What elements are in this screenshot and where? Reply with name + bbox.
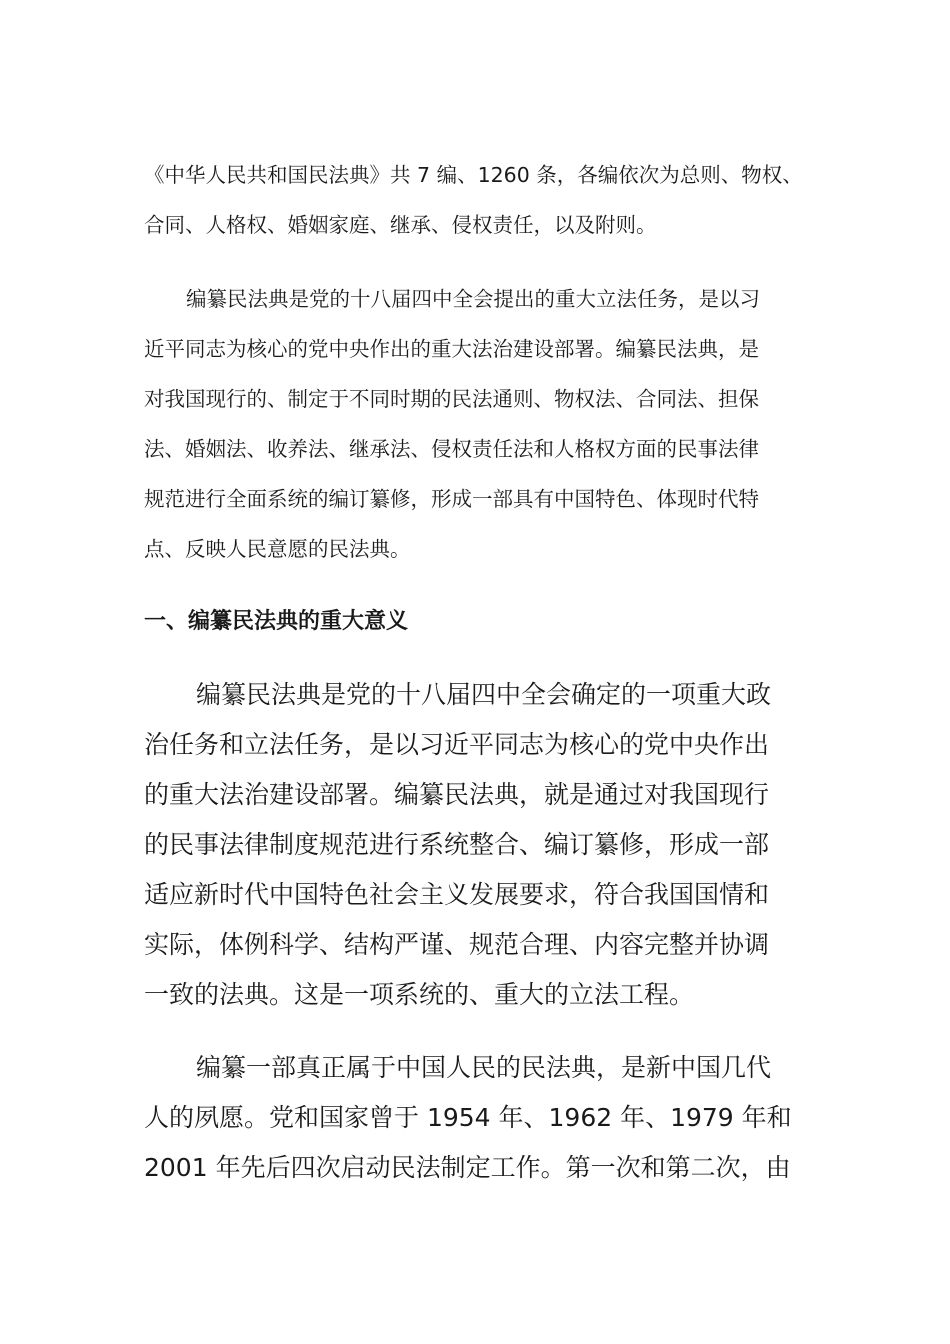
body1-line-4: 的民事法律制度规范进行系统整合、编订纂修，形成一部: [144, 830, 770, 859]
summary-line-6: 点、反映人民意愿的民法典。: [144, 537, 411, 561]
intro-line-1: 《中华人民共和国民法典》共 7 编、1260 条，各编依次为总则、物权、: [144, 163, 803, 187]
summary-line-1: 编纂民法典是党的十八届四中全会提出的重大立法任务，是以习: [186, 287, 760, 311]
summary-line-3: 对我国现行的、制定于不同时期的民法通则、物权法、合同法、担保: [144, 387, 759, 411]
body1-line-5: 适应新时代中国特色社会主义发展要求，符合我国国情和: [144, 880, 770, 909]
body1-line-3: 的重大法治建设部署。编纂民法典，就是通过对我国现行: [144, 780, 770, 809]
body1-line-7: 一致的法典。这是一项系统的、重大的立法工程。: [144, 980, 695, 1009]
intro-paragraph: [144, 150, 814, 250]
body1-line-1: 编纂民法典是党的十八届四中全会确定的一项重大政: [196, 680, 772, 709]
body2-line-1: 编纂一部真正属于中国人民的民法典，是新中国几代: [196, 1053, 772, 1082]
body-paragraph-1: [144, 670, 814, 1020]
summary-line-2: 近平同志为核心的党中央作出的重大法治建设部署。编纂民法典，是: [144, 337, 759, 361]
intro-line-2: 合同、人格权、婚姻家庭、继承、侵权责任，以及附则。: [144, 213, 657, 237]
summary-line-4: 法、婚姻法、收养法、继承法、侵权责任法和人格权方面的民事法律: [144, 437, 759, 461]
body1-line-2: 治任务和立法任务，是以习近平同志为核心的党中央作出: [144, 730, 770, 759]
summary-paragraph: [144, 274, 814, 574]
body2-line-2: 人的夙愿。党和国家曾于 1954 年、1962 年、1979 年和: [144, 1103, 792, 1132]
body2-line-3: 2001 年先后四次启动民法制定工作。第一次和第二次，由: [144, 1153, 791, 1182]
body1-line-6: 实际，体例科学、结构严谨、规范合理、内容完整并协调: [144, 930, 770, 959]
section-heading: 一、编纂民法典的重大意义: [144, 609, 409, 634]
body-paragraph-2: [144, 1043, 814, 1193]
summary-line-5: 规范进行全面系统的编订纂修，形成一部具有中国特色、体现时代特: [144, 487, 759, 511]
